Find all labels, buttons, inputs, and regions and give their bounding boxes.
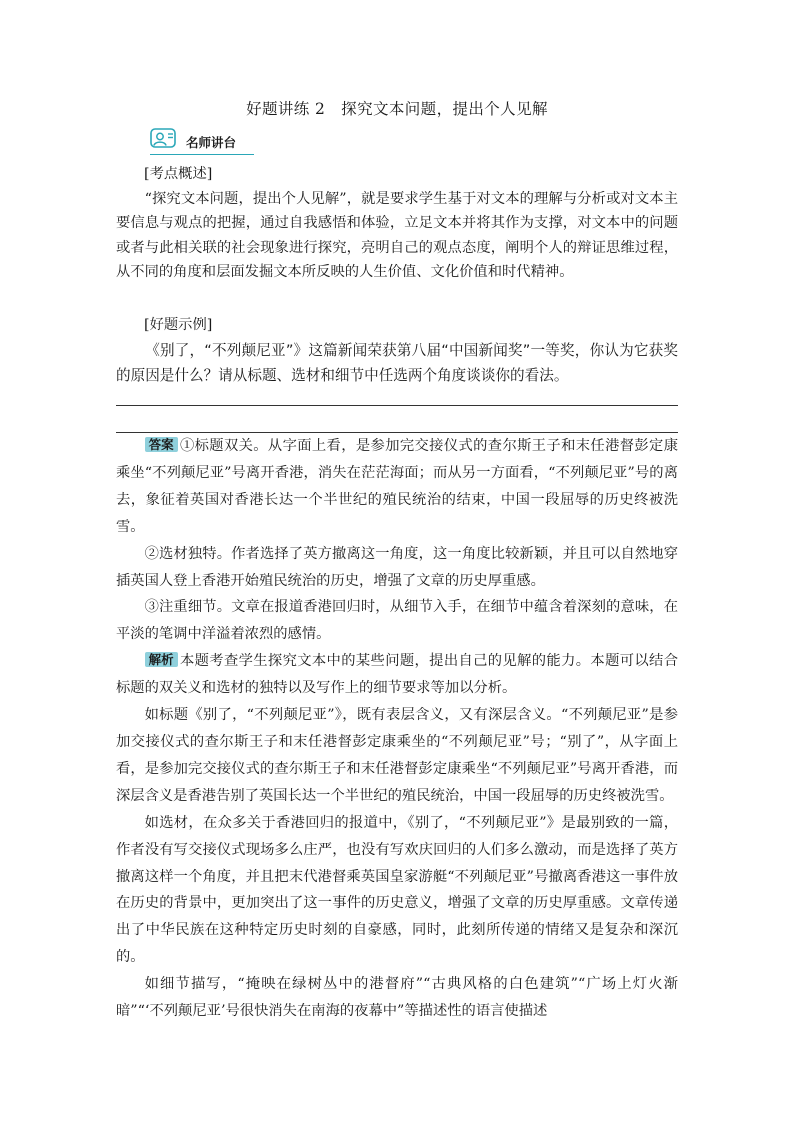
analysis-paragraph: 如细节描写，“掩映在绿树丛中的港督府”“古典风格的白色建筑”“广场上灯火渐暗”“‘不列颠尼亚’号很快消失在南海的夜幕中”等描述性的语言使描述: [116, 976, 678, 1020]
page-title: 好题讲练 2 探究文本问题，提出个人见解: [246, 100, 548, 118]
answer-point: ③注重细节。文章在报道香港回归时，从细节入手，在细节中蕴含着深刻的意味，在平淡的笔调中洋溢着浓烈的感情。: [116, 599, 678, 643]
answer-badge: 答案: [145, 437, 178, 452]
overview-body: “探究文本问题，提出个人见解”，就是要求学生基于对文本的理解与分析或对文本主要信息与观点的把握，通过自我感悟和体验，立足文本并将其作为支撑，对文本中的问题或者与此相关联的社会现象进行探究，亮明自己的观点态度，阐明个人的辩证思维过程，从不同的角度和层面发掘文本所反映的人生价值、文化价值和时代精神。: [116, 190, 678, 281]
analysis-paragraph: 如选材，在众多关于香港回归的报道中，《别了，“不列颠尼亚”》是最别致的一篇，作者没有写交接仪式现场多么庄严，也没有写欢庆回归的人们多么激动，而是选择了英方撤离这样一个角度，并且把末代港督乘英国皇家游艇“不列颠尼亚”号撤离香港这一事件放在历史的背景中，更加突出了这一事件的历史意义，增强了文章的历史厚重感。文章传递出了中华民族在这种特定历史时刻的自豪感，同时，此刻所传递的情绪又是复杂和深沉的。: [116, 814, 678, 966]
overview-heading: [考点概述]: [144, 166, 213, 182]
example-question: 《别了，“不列颠尼亚”》这篇新闻荣获第八届“中国新闻奖”一等奖，你认为它获奖的原因是什么？请从标题、选材和细节中任选两个角度谈谈你的看法。: [116, 341, 678, 385]
analysis-paragraph: 如标题《别了，“不列颠尼亚”》，既有表层含义，又有深层含义。“不列颠尼亚”是参加交接仪式的查尔斯王子和末任港督彭定康乘坐的“不列颠尼亚”号；“别了”，从字面上看，是参加完交接仪式的查尔斯王子和末任港督彭定康乘坐“不列颠尼亚”号离开香港，而深层含义是香港告别了英国长达一个半世纪的殖民统治，中国一段屈辱的历史终被洗雪。: [116, 707, 678, 804]
example-heading: [好题示例]: [144, 317, 213, 333]
answer-section: [116, 433, 678, 1025]
teacher-section-header: [150, 128, 254, 155]
example-section: [116, 313, 678, 389]
analysis-badge: 解析: [145, 652, 178, 667]
answer-line: [116, 405, 678, 406]
answer-point: ②选材独特。作者选择了英方撤离这一角度，这一角度比较新颖，并且可以自然地穿插英国人登上香港开始殖民统治的历史，增强了文章的历史厚重感。: [116, 545, 678, 589]
teacher-icon: [150, 128, 178, 150]
answer-point: 答案 ①标题双关。从字面上看，是参加完交接仪式的查尔斯王子和末任港督彭定康乘坐“不列颠尼亚”号离开香港，消失在茫茫海面；而从另一方面看，“不列颠尼亚”号的离去，象征着英国对香港长达一个半世纪的殖民统治的结束，中国一段屈辱的历史终被洗雪。: [116, 437, 678, 535]
analysis-intro: 解析 本题考查学生探究文本中的某些问题，提出自己的见解的能力。本题可以结合标题的双关义和选材的独特以及写作上的细节要求等加以分析。: [116, 652, 678, 697]
teacher-section-label: 名师讲台: [186, 135, 237, 150]
overview-section: [116, 162, 678, 285]
